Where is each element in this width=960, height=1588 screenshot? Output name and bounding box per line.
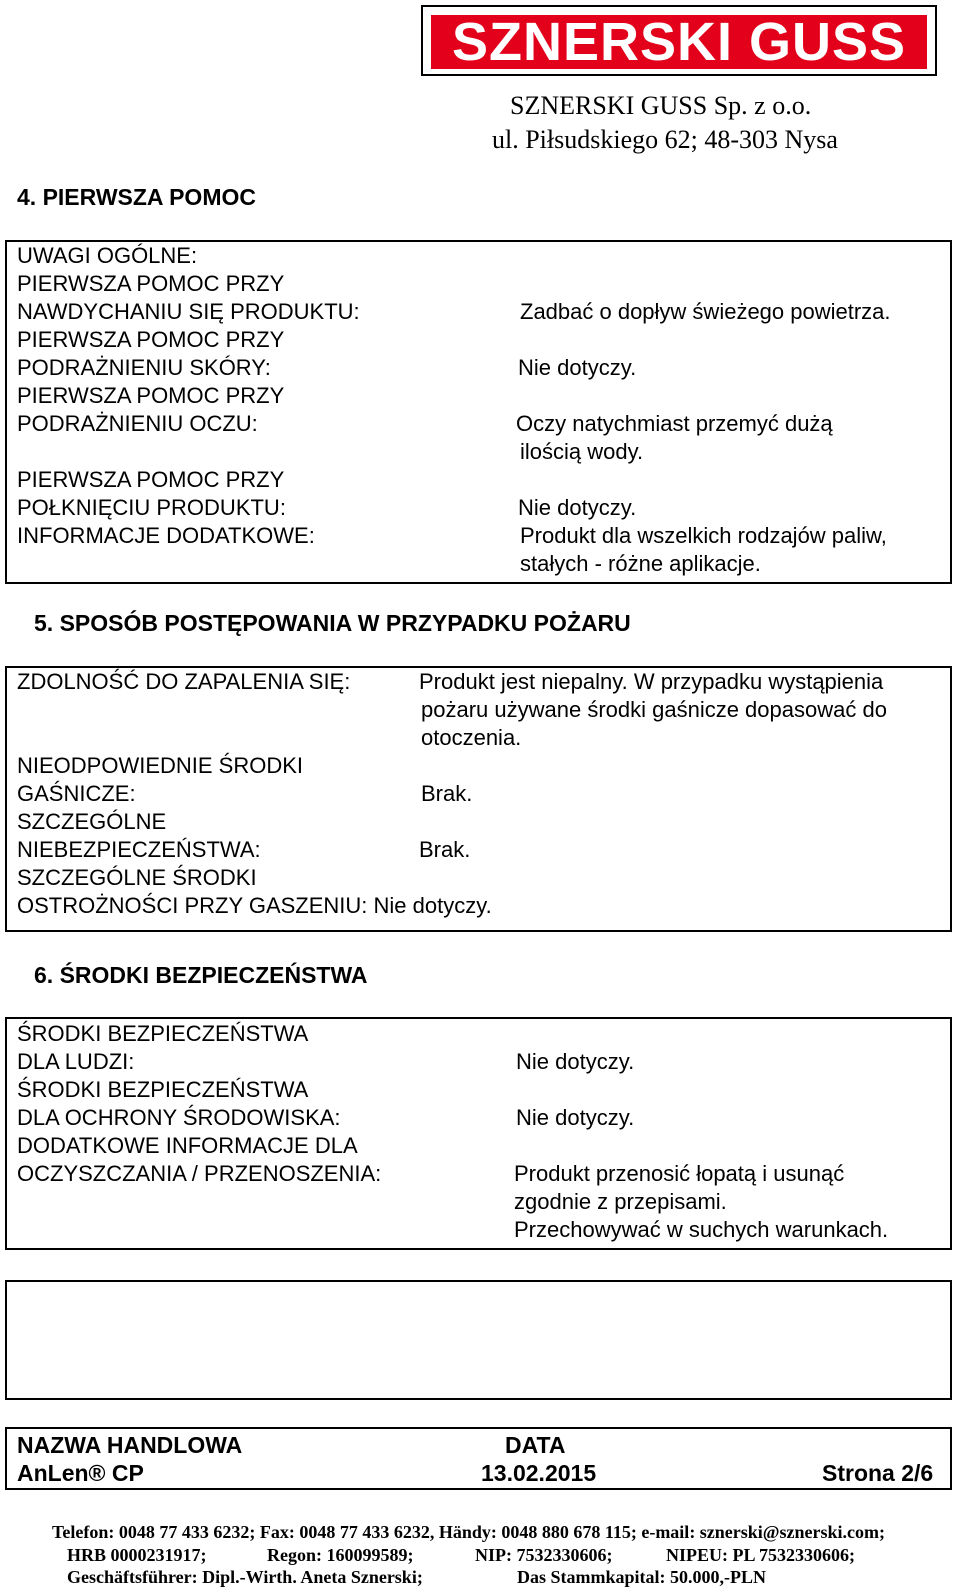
label-precautions-1: SZCZEGÓLNE ŚRODKI (17, 865, 257, 890)
footer-hrb: HRB 0000231917; (67, 1545, 207, 1565)
label-cleaning-1: DODATKOWE INFORMACJE DLA (17, 1133, 358, 1158)
section-5-title: 5. SPOSÓB POSTĘPOWANIA W PRZYPADKU POŻARU (34, 610, 631, 636)
document-date: 13.02.2015 (481, 1460, 597, 1486)
label-unsuitable-2: GAŚNICZE: (17, 781, 136, 806)
value-additional-1: Produkt dla wszelkich rodzajów paliw, (520, 523, 887, 548)
value-hazards: Brak. (419, 837, 471, 862)
label-inhalation-2: NAWDYCHANIU SIĘ PRODUKTU: (17, 299, 360, 324)
value-inhalation: Zadbać o dopływ świeżego powietrza. (520, 299, 891, 324)
label-hazards-1: SZCZEGÓLNE (17, 809, 167, 834)
value-flammability-2: pożaru używane środki gaśnicze dopasować do (421, 697, 887, 722)
section-6-title: 6. ŚRODKI BEZPIECZEŃSTWA (34, 962, 368, 988)
label-eyes-1: PIERWSZA POMOC PRZY (17, 383, 285, 408)
value-eyes-2: ilością wody. (520, 439, 644, 464)
footer-nip: NIP: 7532330606; (475, 1545, 613, 1565)
trade-name-label: NAZWA HANDLOWA (17, 1432, 243, 1458)
label-skin-1: PIERWSZA POMOC PRZY (17, 327, 285, 352)
label-precautions-2: OSTROŻNOŚCI PRZY GASZENIU: Nie dotyczy. (17, 893, 492, 918)
value-environment: Nie dotyczy. (516, 1105, 635, 1130)
label-environment-2: DLA OCHRONY ŚRODOWISKA: (17, 1105, 341, 1130)
footer-contact: Telefon: 0048 77 433 6232; Fax: 0048 77 433 6232, Händy: 0048 880 678 115; e-mail: sznerski@sznerski.com; (52, 1522, 886, 1542)
footer-nipeu: NIPEU: PL 7532330606; (666, 1545, 855, 1565)
label-additional-info: INFORMACJE DODATKOWE: (17, 523, 315, 548)
page-number: Strona 2/6 (822, 1460, 934, 1486)
label-cleaning-2: OCZYSZCZANIA / PRZENOSZENIA: (17, 1161, 382, 1186)
date-label: DATA (505, 1432, 566, 1458)
value-eyes-1: Oczy natychmiast przemyć dużą (516, 411, 833, 436)
label-eyes-2: PODRAŻNIENIU OCZU: (17, 411, 258, 436)
product-name: AnLen® CP (17, 1460, 144, 1486)
value-flammability-1: Produkt jest niepalny. W przypadku wystąpienia (419, 669, 884, 694)
value-cleaning-2: zgodnie z przepisami. (514, 1189, 727, 1214)
value-flammability-3: otoczenia. (421, 725, 522, 750)
company-name: SZNERSKI GUSS Sp. z o.o. (510, 91, 812, 120)
value-people: Nie dotyczy. (516, 1049, 635, 1074)
label-environment-1: ŚRODKI BEZPIECZEŃSTWA (17, 1077, 309, 1102)
label-hazards-2: NIEBEZPIECZEŃSTWA: (17, 837, 261, 862)
section-4-title: 4. PIERWSZA POMOC (17, 184, 256, 210)
label-general-notes: UWAGI OGÓLNE: (17, 243, 198, 268)
label-ingestion-1: PIERWSZA POMOC PRZY (17, 467, 285, 492)
company-address: ul. Piłsudskiego 62; 48-303 Nysa (492, 125, 838, 154)
label-ingestion-2: POŁKNIĘCIU PRODUKTU: (17, 495, 286, 520)
logo-text: SZNERSKI GUSS (451, 12, 907, 72)
value-cleaning-1: Produkt przenosić łopatą i usunąć (514, 1161, 845, 1186)
label-flammability: ZDOLNOŚĆ DO ZAPALENIA SIĘ: (17, 669, 351, 694)
footer-manager: Geschäftsführer: Dipl.-Wirth. Aneta Sznerski; (67, 1567, 423, 1587)
empty-box (5, 1280, 952, 1400)
value-ingestion: Nie dotyczy. (518, 495, 637, 520)
label-people-2: DLA LUDZI: (17, 1049, 135, 1074)
label-inhalation-1: PIERWSZA POMOC PRZY (17, 271, 285, 296)
label-skin-2: PODRAŻNIENIU SKÓRY: (17, 355, 271, 380)
value-cleaning-3: Przechowywać w suchych warunkach. (514, 1217, 889, 1242)
value-additional-2: stałych - różne aplikacje. (520, 551, 761, 576)
value-unsuitable: Brak. (421, 781, 473, 806)
label-unsuitable-1: NIEODPOWIEDNIE ŚRODKI (17, 753, 304, 778)
footer-regon: Regon: 160099589; (267, 1545, 414, 1565)
value-skin: Nie dotyczy. (518, 355, 637, 380)
footer-capital: Das Stammkapital: 50.000,-PLN (517, 1567, 767, 1587)
label-people-1: ŚRODKI BEZPIECZEŃSTWA (17, 1021, 309, 1046)
